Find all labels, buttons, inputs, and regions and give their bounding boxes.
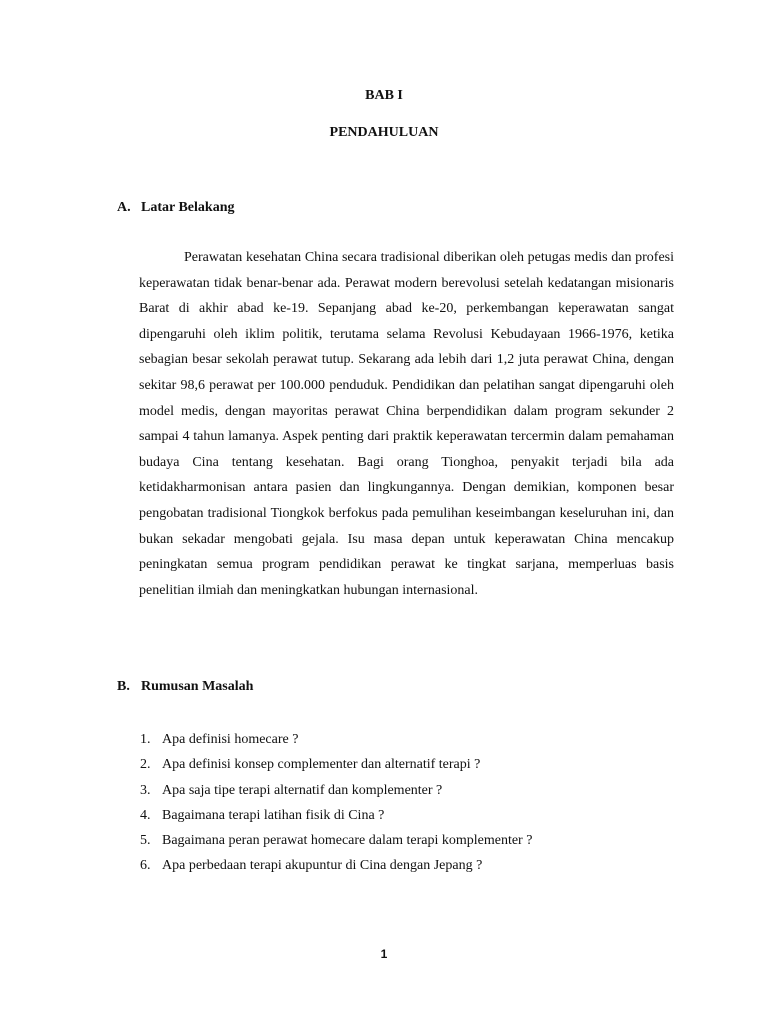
list-item-text: Apa saja tipe terapi alternatif dan komplementer ? (162, 782, 443, 798)
list-item-number: 2. (140, 757, 151, 773)
list-item-number: 6. (140, 858, 151, 874)
list-item-number: 4. (140, 807, 151, 823)
section-a-heading (117, 200, 234, 216)
list-item-text: Apa definisi konsep complementer dan alternatif terapi ? (162, 757, 481, 773)
section-a-title: Latar Belakang (141, 200, 235, 215)
list-item (140, 778, 532, 803)
list-item (140, 727, 532, 752)
list-item (140, 853, 532, 878)
section-b-letter: B. (117, 679, 130, 694)
list-item-number: 5. (140, 833, 151, 849)
background-paragraph: Perawatan kesehatan China secara tradisional diberikan oleh petugas medis dan profesi keperawatan tidak benar-benar ada. Perawat modern berevolusi setelah kedatangan misionaris Barat di akhir abad ke-19. Sepanjang abad ke-20, perkembangan keperawatan sangat dipengaruhi oleh iklim politik, terutama selama Revolusi Kebudayaan 1966-1976, ketika sebagian besar sekolah perawat tutup. Sekarang ada lebih dari 1,2 juta perawat China, dengan sekitar 98,6 perawat per 100.000 penduduk. Pendidikan dan pelatihan sangat dipengaruhi oleh model medis, dengan mayoritas perawat China berpendidikan dalam program sekunder 2 sampai 4 tahun lamanya. Aspek penting dari praktik keperawatan tercermin dalam pemahaman budaya Cina tentang kesehatan. Bagi orang Tionghoa, penyakit terjadi bila ada ketidakharmonisan antara pasien dan lingkungannya. Dengan demikian, komponen besar pengobatan tradisional Tiongkok berfokus pada pemulihan keseimbangan keseluruhan ini, dan bukan sekadar mengobati gejala. Isu masa depan untuk keperawatan China mencakup peningkatan semua program pendidikan perawat ke tingkat sarjana, memperluas basis penelitian ilmiah dan meningkatkan hubungan internasional. (139, 250, 674, 598)
list-item (140, 752, 532, 777)
list-item-text: Bagaimana peran perawat homecare dalam terapi komplementer ? (162, 833, 533, 849)
list-item (140, 803, 532, 828)
question-list (140, 727, 532, 879)
chapter-title: PENDAHULUAN (329, 125, 439, 140)
chapter-label: BAB I (365, 88, 403, 103)
list-item-text: Bagaimana terapi latihan fisik di Cina ? (162, 807, 385, 823)
section-b-title: Rumusan Masalah (141, 679, 254, 694)
list-item-text: Apa definisi homecare ? (162, 732, 299, 747)
page-number: 1 (380, 947, 388, 961)
section-b-heading (117, 679, 253, 695)
list-item-text: Apa perbedaan terapi akupuntur di Cina dengan Jepang ? (162, 858, 483, 874)
section-a-letter: A. (117, 200, 131, 215)
list-item-number: 3. (140, 782, 151, 798)
list-item-number: 1. (140, 732, 151, 747)
list-item (140, 828, 532, 853)
